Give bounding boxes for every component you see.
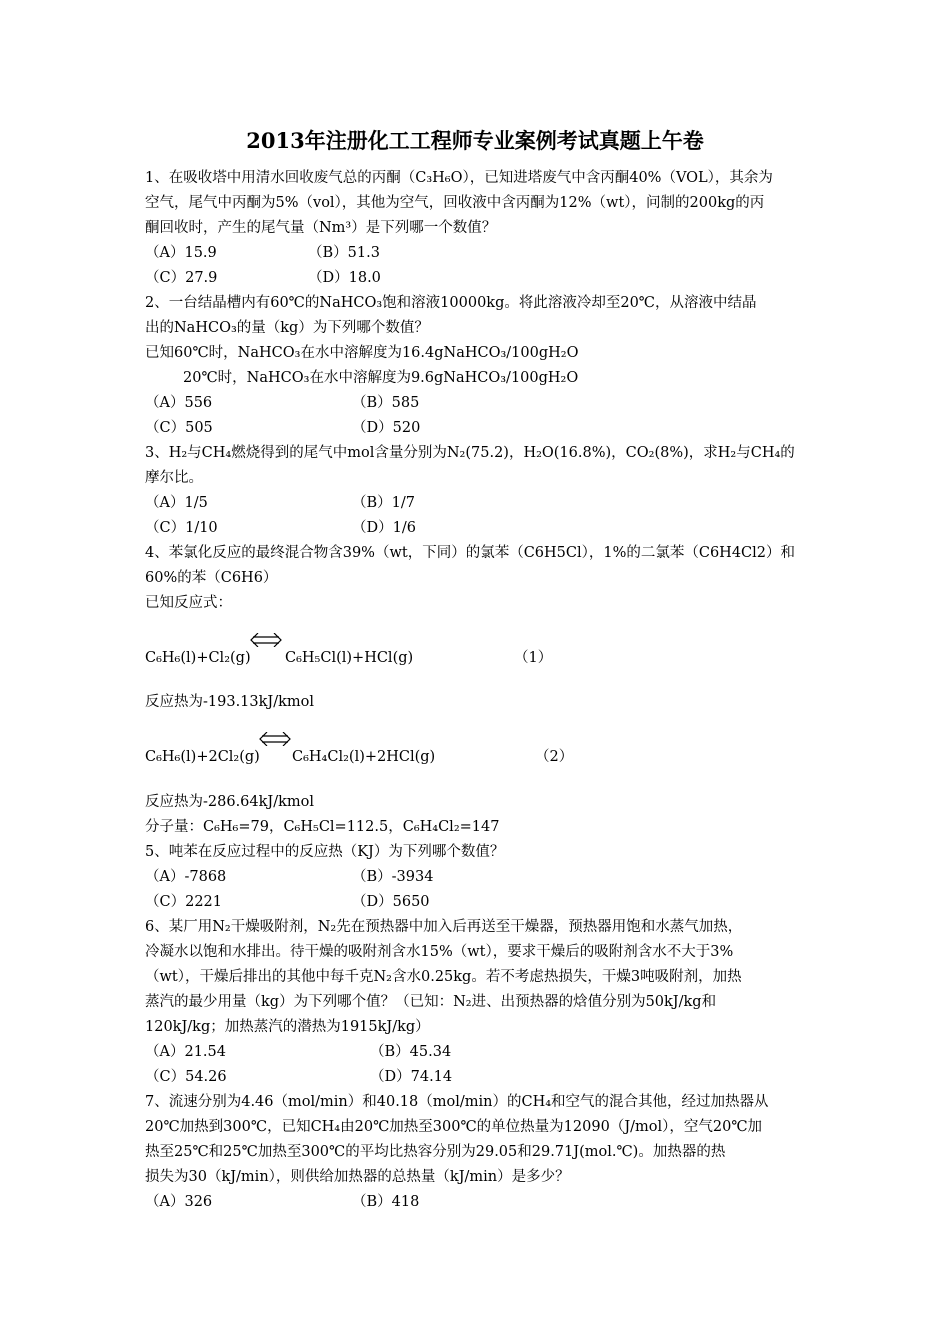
q7-option-a: （A）326	[145, 1194, 213, 1210]
q4-text-line-1: 4、苯氯化反应的最终混合物含39%（wt，下同）的氯苯（C6H5Cl），1%的二氯苯（C6H4Cl2）和	[145, 545, 796, 561]
q3-option-d: （D）1/6	[352, 520, 416, 536]
reaction-1-products: C₆H₅Cl(l)+HCl(g)	[285, 650, 414, 666]
reaction-2-heat: 反应热为-286.64kJ/kmol	[145, 794, 315, 810]
q1-option-a: （A）15.9	[145, 245, 217, 261]
q1-text-line-1: 1、在吸收塔中用清水回收废气总的丙酮（C₃H₆O），已知进塔废气中含丙酮40%（VOL），其余为	[145, 170, 773, 186]
q7-text-line-4: 损失为30（kJ/min），则供给加热器的总热量（kJ/min）是多少？	[145, 1169, 570, 1185]
q5-option-d: （D）5650	[352, 894, 430, 910]
q7-text-line-3: 热至25℃和25℃加热至300℃的平均比热容分别为29.05和29.71J(mol.℃)。加热器的热	[145, 1144, 726, 1160]
molecular-weights: 分子量：C₆H₆=79，C₆H₅Cl=112.5，C₆H₄Cl₂=147	[145, 819, 500, 835]
equilibrium-arrow-icon	[249, 633, 283, 647]
q3-option-c: （C）1/10	[145, 520, 218, 536]
q3-option-b: （B）1/7	[352, 495, 415, 511]
q7-text-line-2: 20℃加热到300℃，已知CH₄由20℃加热至300℃的单位热量为12090（J/mol），空气20℃加	[145, 1119, 763, 1135]
q6-text-line-2: 冷凝水以饱和水排出。待干燥的吸附剂含水15%（wt），要求干燥后的吸附剂含水不大于3%	[145, 944, 734, 960]
q7-option-b: （B）418	[352, 1194, 420, 1210]
q6-text-line-3: （wt），干燥后排出的其他中每千克N₂含水0.25kg。若不考虑热损失，干燥3吨吸附剂，加热	[145, 969, 742, 985]
q4-text-line-2: 60%的苯（C6H6）	[145, 570, 278, 586]
q5-text-line-1: 5、吨苯在反应过程中的反应热（KJ）为下列哪个数值？	[145, 844, 505, 860]
q2-option-b: （B）585	[352, 395, 420, 411]
q4-text-line-3: 已知反应式：	[145, 595, 232, 611]
reaction-2-number: （2）	[535, 749, 574, 765]
q5-option-b: （B）-3934	[352, 869, 434, 885]
q6-option-a: （A）21.54	[145, 1044, 226, 1060]
q3-option-a: （A）1/5	[145, 495, 208, 511]
q5-option-c: （C）2221	[145, 894, 222, 910]
q5-option-a: （A）-7868	[145, 869, 227, 885]
reaction-2-products: C₆H₄Cl₂(l)+2HCl(g)	[292, 749, 436, 765]
q1-option-d: （D）18.0	[308, 270, 381, 286]
q6-text-line-5: 120kJ/kg；加热蒸汽的潜热为1915kJ/kg）	[145, 1019, 430, 1035]
reaction-2-reactants: C₆H₆(l)+2Cl₂(g)	[145, 749, 260, 765]
q6-option-b: （B）45.34	[370, 1044, 452, 1060]
q6-option-d: （D）74.14	[370, 1069, 453, 1085]
q3-text-line-1: 3、H₂与CH₄燃烧得到的尾气中mol含量分别为N₂(75.2)，H₂O(16.8%)，CO₂(8%)，求H₂与CH₄的	[145, 445, 795, 461]
q1-option-b: （B）51.3	[308, 245, 380, 261]
reaction-1-reactants: C₆H₆(l)+Cl₂(g)	[145, 650, 251, 666]
equilibrium-arrow-icon	[258, 732, 292, 746]
q2-option-c: （C）505	[145, 420, 213, 436]
q1-text-line-2: 空气，尾气中丙酮为5%（vol），其他为空气，回收液中含丙酮为12%（wt），问制的200kg的丙	[145, 195, 765, 211]
q1-option-c: （C）27.9	[145, 270, 218, 286]
q2-text-line-2: 出的NaHCO₃的量（kg）为下列哪个数值？	[145, 320, 429, 336]
q2-option-d: （D）520	[352, 420, 421, 436]
page-title: 2013年注册化工工程师专业案例考试真题上午卷	[246, 128, 704, 153]
q7-text-line-1: 7、流速分别为4.46（mol/min）和40.18（mol/min）的CH₄和空气的混合其他，经过加热器从	[145, 1094, 769, 1110]
reaction-1-number: （1）	[514, 650, 553, 666]
q6-text-line-4: 蒸汽的最少用量（kg）为下列哪个值？（已知：N₂进、出预热器的焓值分别为50kJ/kg和	[145, 994, 717, 1010]
q2-text-line-1: 2、一台结晶槽内有60℃的NaHCO₃饱和溶液10000kg。将此溶液冷却至20℃，从溶液中结晶	[145, 295, 757, 311]
q6-option-c: （C）54.26	[145, 1069, 227, 1085]
q3-text-line-2: 摩尔比。	[145, 470, 203, 486]
q6-text-line-1: 6、某厂用N₂干燥吸附剂，N₂先在预热器中加入后再送至干燥器，预热器用饱和水蒸气加热，	[145, 919, 743, 935]
reaction-1-heat: 反应热为-193.13kJ/kmol	[145, 694, 315, 710]
q2-text-line-4: 20℃时，NaHCO₃在水中溶解度为9.6gNaHCO₃/100gH₂O	[183, 370, 579, 386]
q2-option-a: （A）556	[145, 395, 213, 411]
q1-text-line-3: 酮回收时，产生的尾气量（Nm³）是下列哪一个数值？	[145, 220, 497, 236]
q2-text-line-3: 已知60℃时，NaHCO₃在水中溶解度为16.4gNaHCO₃/100gH₂O	[145, 345, 579, 361]
